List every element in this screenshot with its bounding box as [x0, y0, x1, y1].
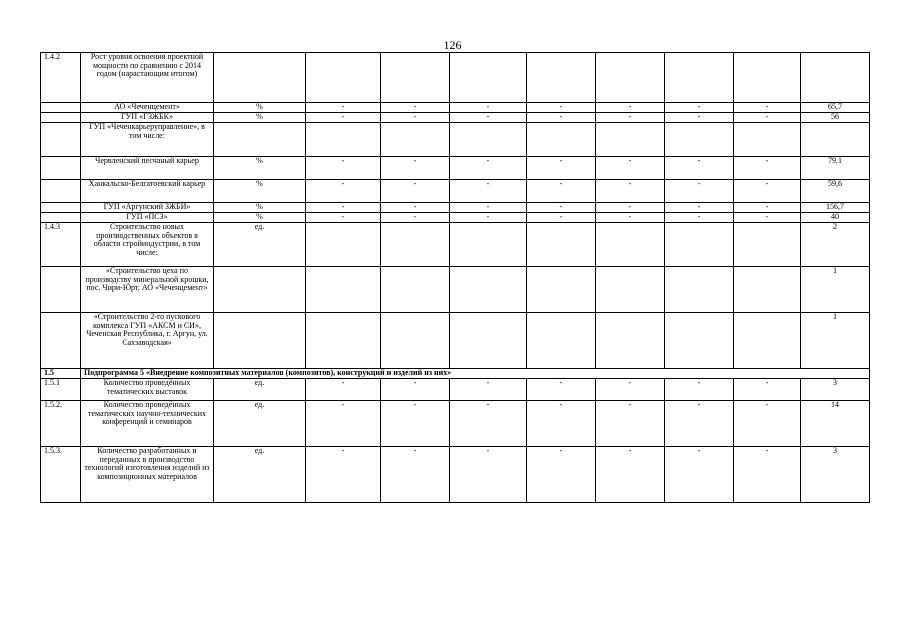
- value-cell: [450, 223, 527, 267]
- table-row: [41, 123, 870, 157]
- indicator-name: Количество проведённых тематических выставок: [81, 379, 214, 401]
- value-cell: -: [665, 447, 734, 503]
- unit-cell: ед.: [214, 401, 306, 447]
- table-row: [41, 53, 870, 103]
- value-cell: [734, 223, 801, 267]
- section-number: 1.5: [41, 369, 81, 379]
- value-cell: -: [450, 203, 527, 213]
- value-cell: -: [306, 203, 381, 213]
- table-row: [41, 401, 870, 447]
- row-number: [41, 113, 81, 123]
- value-cell: [734, 267, 801, 313]
- indicators-table: [40, 52, 870, 503]
- value-cell: -: [734, 213, 801, 223]
- value-cell: [665, 123, 734, 157]
- section-row: [41, 369, 870, 379]
- value-cell: -: [306, 213, 381, 223]
- value-cell: [734, 123, 801, 157]
- value-cell: -: [527, 379, 596, 401]
- indicator-name: Количество проведённых тематических научно-технических конференций и семинаров: [81, 401, 214, 447]
- value-cell: [665, 223, 734, 267]
- indicator-name: «Строительство 2-го пускового комплекса ГУП «АКСМ и СИ», Чеченская Республика, г. Аргун, ул. Сахзаводская»: [81, 313, 214, 369]
- row-number: [41, 157, 81, 180]
- value-cell: -: [450, 180, 527, 203]
- value-cell: [665, 267, 734, 313]
- indicator-name: Червленский песчаный карьер: [81, 157, 214, 180]
- indicator-name: Рост уровня освоения проектной мощности по сравнению с 2014 годом (нарастающим итогом): [81, 53, 214, 103]
- value-cell: -: [665, 157, 734, 180]
- value-cell: [381, 123, 450, 157]
- value-cell: -: [527, 180, 596, 203]
- target-value-cell: 2: [801, 223, 870, 267]
- value-cell: -: [381, 180, 450, 203]
- table-row: [41, 223, 870, 267]
- table-row: [41, 447, 870, 503]
- value-cell: -: [596, 113, 665, 123]
- value-cell: -: [306, 113, 381, 123]
- value-cell: -: [381, 401, 450, 447]
- target-value-cell: 59,6: [801, 180, 870, 203]
- indicator-name: Количество разработанных и переданных в производство технологий изготовления изделий из композиционных материалов: [81, 447, 214, 503]
- table-row: [41, 267, 870, 313]
- value-cell: [527, 223, 596, 267]
- indicator-name: ГУП «Аргунский ЗЖБИ»: [81, 203, 214, 213]
- target-value-cell: 56: [801, 113, 870, 123]
- value-cell: -: [381, 157, 450, 180]
- table-row: [41, 313, 870, 369]
- indicator-name: ГУП «ПСЗ»: [81, 213, 214, 223]
- value-cell: -: [527, 203, 596, 213]
- value-cell: -: [527, 213, 596, 223]
- target-value-cell: 79,1: [801, 157, 870, 180]
- value-cell: [381, 53, 450, 103]
- value-cell: -: [596, 203, 665, 213]
- value-cell: -: [381, 379, 450, 401]
- unit-cell: [214, 123, 306, 157]
- value-cell: -: [665, 379, 734, 401]
- value-cell: -: [665, 113, 734, 123]
- value-cell: -: [596, 379, 665, 401]
- table-row: [41, 213, 870, 223]
- target-value-cell: 1: [801, 313, 870, 369]
- value-cell: [381, 267, 450, 313]
- value-cell: -: [734, 180, 801, 203]
- value-cell: -: [381, 213, 450, 223]
- unit-cell: %: [214, 157, 306, 180]
- indicator-name: Строительство новых производственных объектов в области стройиндустрии, в том числе:: [81, 223, 214, 267]
- value-cell: -: [527, 113, 596, 123]
- table-row: [41, 379, 870, 401]
- row-number: 1.5.1: [41, 379, 81, 401]
- row-number: [41, 313, 81, 369]
- target-value-cell: 65,7: [801, 103, 870, 113]
- value-cell: -: [306, 180, 381, 203]
- value-cell: -: [596, 213, 665, 223]
- value-cell: [381, 313, 450, 369]
- value-cell: [450, 53, 527, 103]
- value-cell: -: [734, 113, 801, 123]
- value-cell: -: [734, 447, 801, 503]
- value-cell: -: [381, 203, 450, 213]
- value-cell: -: [450, 213, 527, 223]
- row-number: [41, 103, 81, 113]
- row-number: [41, 267, 81, 313]
- unit-cell: [214, 313, 306, 369]
- row-number: 1.5.2.: [41, 401, 81, 447]
- target-value-cell: 156,7: [801, 203, 870, 213]
- value-cell: [734, 313, 801, 369]
- value-cell: -: [665, 203, 734, 213]
- unit-cell: %: [214, 103, 306, 113]
- row-number: [41, 123, 81, 157]
- section-title: Подпрограмма 5 «Внедрение композитных материалов (композитов), конструкций и изделий из них»: [81, 369, 870, 379]
- value-cell: -: [596, 157, 665, 180]
- value-cell: [527, 267, 596, 313]
- value-cell: [596, 123, 665, 157]
- target-value-cell: [801, 123, 870, 157]
- unit-cell: %: [214, 113, 306, 123]
- table-row: [41, 157, 870, 180]
- value-cell: -: [527, 103, 596, 113]
- unit-cell: [214, 267, 306, 313]
- value-cell: [306, 267, 381, 313]
- value-cell: [596, 267, 665, 313]
- value-cell: [527, 53, 596, 103]
- indicator-name: ГУП «ГЗЖБК»: [81, 113, 214, 123]
- page-number: 126: [443, 38, 462, 52]
- table-body: [41, 53, 870, 503]
- value-cell: [527, 123, 596, 157]
- value-cell: -: [734, 401, 801, 447]
- value-cell: [596, 313, 665, 369]
- value-cell: -: [306, 447, 381, 503]
- value-cell: -: [527, 447, 596, 503]
- value-cell: [306, 313, 381, 369]
- value-cell: -: [306, 103, 381, 113]
- value-cell: [734, 53, 801, 103]
- value-cell: [381, 223, 450, 267]
- value-cell: -: [665, 401, 734, 447]
- value-cell: -: [306, 379, 381, 401]
- indicator-name: Ханкальско-Белгатоевский карьер: [81, 180, 214, 203]
- table-row: [41, 113, 870, 123]
- row-number: [41, 180, 81, 203]
- row-number: [41, 203, 81, 213]
- value-cell: -: [450, 103, 527, 113]
- value-cell: -: [665, 213, 734, 223]
- value-cell: [450, 123, 527, 157]
- value-cell: -: [381, 447, 450, 503]
- value-cell: -: [381, 113, 450, 123]
- value-cell: -: [596, 401, 665, 447]
- value-cell: -: [527, 401, 596, 447]
- value-cell: -: [450, 401, 527, 447]
- value-cell: [306, 223, 381, 267]
- value-cell: -: [450, 379, 527, 401]
- row-number: [41, 213, 81, 223]
- unit-cell: ед.: [214, 379, 306, 401]
- value-cell: [665, 53, 734, 103]
- value-cell: -: [665, 103, 734, 113]
- unit-cell: [214, 53, 306, 103]
- target-value-cell: 40: [801, 213, 870, 223]
- value-cell: [450, 267, 527, 313]
- value-cell: [306, 53, 381, 103]
- value-cell: [596, 53, 665, 103]
- unit-cell: ед.: [214, 447, 306, 503]
- unit-cell: ед.: [214, 223, 306, 267]
- indicator-name: АО «Чеченцемент»: [81, 103, 214, 113]
- value-cell: [306, 123, 381, 157]
- value-cell: -: [306, 401, 381, 447]
- value-cell: -: [734, 203, 801, 213]
- value-cell: -: [734, 103, 801, 113]
- value-cell: [450, 313, 527, 369]
- value-cell: -: [596, 447, 665, 503]
- target-value-cell: 14: [801, 401, 870, 447]
- target-value-cell: 3: [801, 379, 870, 401]
- value-cell: -: [306, 157, 381, 180]
- value-cell: -: [527, 157, 596, 180]
- row-number: 1.4.3: [41, 223, 81, 267]
- value-cell: -: [596, 103, 665, 113]
- target-value-cell: [801, 53, 870, 103]
- table-row: [41, 203, 870, 213]
- unit-cell: %: [214, 180, 306, 203]
- unit-cell: %: [214, 213, 306, 223]
- row-number: 1.5.3.: [41, 447, 81, 503]
- value-cell: -: [734, 379, 801, 401]
- value-cell: -: [450, 113, 527, 123]
- value-cell: -: [665, 180, 734, 203]
- row-number: 1.4.2: [41, 53, 81, 103]
- value-cell: [527, 313, 596, 369]
- target-value-cell: 1: [801, 267, 870, 313]
- indicator-name: «Строительство цеха по производству минеральной крошки, пос. Чири-Юрт, АО «Чеченцемент»: [81, 267, 214, 313]
- value-cell: -: [596, 180, 665, 203]
- value-cell: -: [381, 103, 450, 113]
- value-cell: [596, 223, 665, 267]
- table-row: [41, 180, 870, 203]
- value-cell: -: [450, 157, 527, 180]
- table-row: [41, 103, 870, 113]
- target-value-cell: 3: [801, 447, 870, 503]
- indicator-name: ГУП «Чеченкарьеруправление», в том числе:: [81, 123, 214, 157]
- value-cell: -: [450, 447, 527, 503]
- unit-cell: %: [214, 203, 306, 213]
- value-cell: -: [734, 157, 801, 180]
- value-cell: [665, 313, 734, 369]
